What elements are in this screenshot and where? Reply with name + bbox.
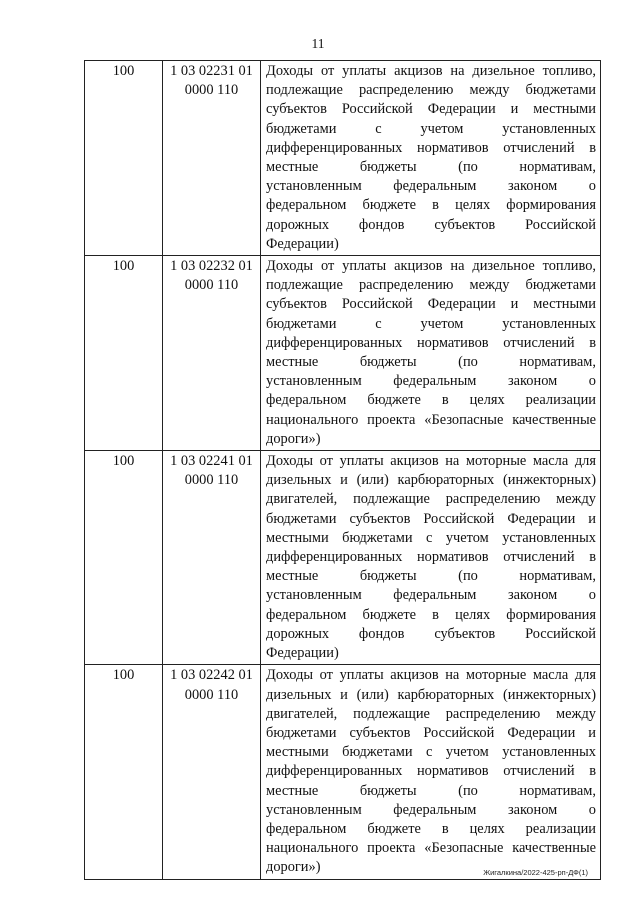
income-name-line: дизельных и (или) карбюраторных (инжекторных) [266,686,596,703]
admin-code-cell: 100 [85,451,163,665]
income-name-line: дизельных и (или) карбюраторных (инжекторных) [266,472,596,489]
budget-code-line: 1 03 02231 01 [170,63,253,79]
income-name-line: дороги») [266,430,321,447]
income-name-line: подлежащие распределению между бюджетами [266,277,596,294]
income-name-line: местными бюджетами с учетом установленных [266,744,596,761]
income-name-line: федеральном бюджете в целях формирования [266,197,596,214]
income-name-line: бюджетами субъектов Российской Федерации и [266,724,596,741]
table-body [85,61,601,880]
income-name-line: установленным федеральным законом о [266,801,596,818]
page-number: 11 [311,36,325,51]
income-name-line: субъектов Российской Федерации и местными [266,101,596,118]
budget-code-cell [163,665,261,879]
budget-code-line: 0000 110 [184,686,239,703]
income-name-line: субъектов Российской Федерации и местными [266,296,596,313]
income-name-line: бюджетами субъектов Российской Федерации и [266,510,596,527]
income-name-line: местные бюджеты (по нормативам, [266,568,596,585]
income-name-line: местные бюджеты (по нормативам, [266,782,596,799]
income-name-line: дороги») [266,859,321,876]
table-row [85,61,601,256]
budget-code-line: 1 03 02242 01 [170,667,253,684]
admin-code-cell: 100 [85,665,163,879]
income-name-line: дорожных фондов субъектов Российской [266,625,596,642]
income-name-line: дифференцированных нормативов отчислений в [266,763,596,780]
budget-classification-table [84,60,601,880]
income-name-cell [261,451,601,665]
income-name-line: дифференцированных нормативов отчислений в [266,549,596,566]
income-name-line: подлежащие распределению между бюджетами [266,82,596,99]
income-name-line: местными бюджетами с учетом установленных [266,529,596,546]
table-row [85,665,601,879]
budget-code-line: 1 03 02232 01 [170,258,253,275]
budget-code-line: 0000 110 [184,82,239,99]
budget-code-cell [163,61,261,256]
income-name-line: бюджетами с учетом установленных [266,315,596,332]
income-name-cell [261,256,601,451]
income-name-line: дифференцированных нормативов отчислений в [266,334,596,351]
budget-code-cell [163,256,261,451]
income-name-cell [261,61,601,256]
income-name-line: Доходы от уплаты акцизов на дизельное топливо, [266,258,596,275]
budget-code-line: 1 03 02241 01 [170,453,253,470]
income-name-line: Доходы от уплаты акцизов на моторные масла для [266,453,596,470]
income-name-line: установленным федеральным законом о [266,373,596,390]
budget-code-cell [163,451,261,665]
income-name-line: федеральном бюджете в целях реализации [266,392,596,409]
income-name-line: местные бюджеты (по нормативам, [266,159,596,176]
income-name-line: федеральном бюджете в целях реализации [266,820,596,837]
income-name-line: федеральном бюджете в целях формирования [266,606,596,623]
income-name-line: Федерации) [266,645,339,662]
document-registration-stamp: Жигалкина/2022-425-рп-ДФ(1) [483,868,588,877]
income-name-line: Доходы от уплаты акцизов на моторные масла для [266,667,596,684]
income-name-line: двигателей, подлежащие распределению между [266,705,596,722]
income-name-line: двигателей, подлежащие распределению между [266,491,596,508]
income-name-line: установленным федеральным законом о [266,587,596,604]
income-name-line: дорожных фондов субъектов Российской [266,216,596,233]
income-name-line: местные бюджеты (по нормативам, [266,354,596,371]
table-row [85,451,601,665]
income-name-line: национального проекта «Безопасные качественные [266,840,596,857]
budget-code-line: 0000 110 [184,472,239,489]
admin-code-cell: 100 [85,256,163,451]
income-name-line: Федерации) [266,235,339,252]
income-name-line: бюджетами с учетом установленных [266,120,596,137]
income-name-line: Доходы от уплаты акцизов на дизельное топливо, [266,63,596,79]
income-name-line: национального проекта «Безопасные качественные [266,411,596,428]
income-name-cell [261,665,601,879]
table-row [85,256,601,451]
budget-code-line: 0000 110 [184,277,239,294]
income-name-line: установленным федеральным законом о [266,178,596,195]
admin-code-cell: 100 [85,61,163,256]
income-name-line: дифференцированных нормативов отчислений в [266,139,596,156]
